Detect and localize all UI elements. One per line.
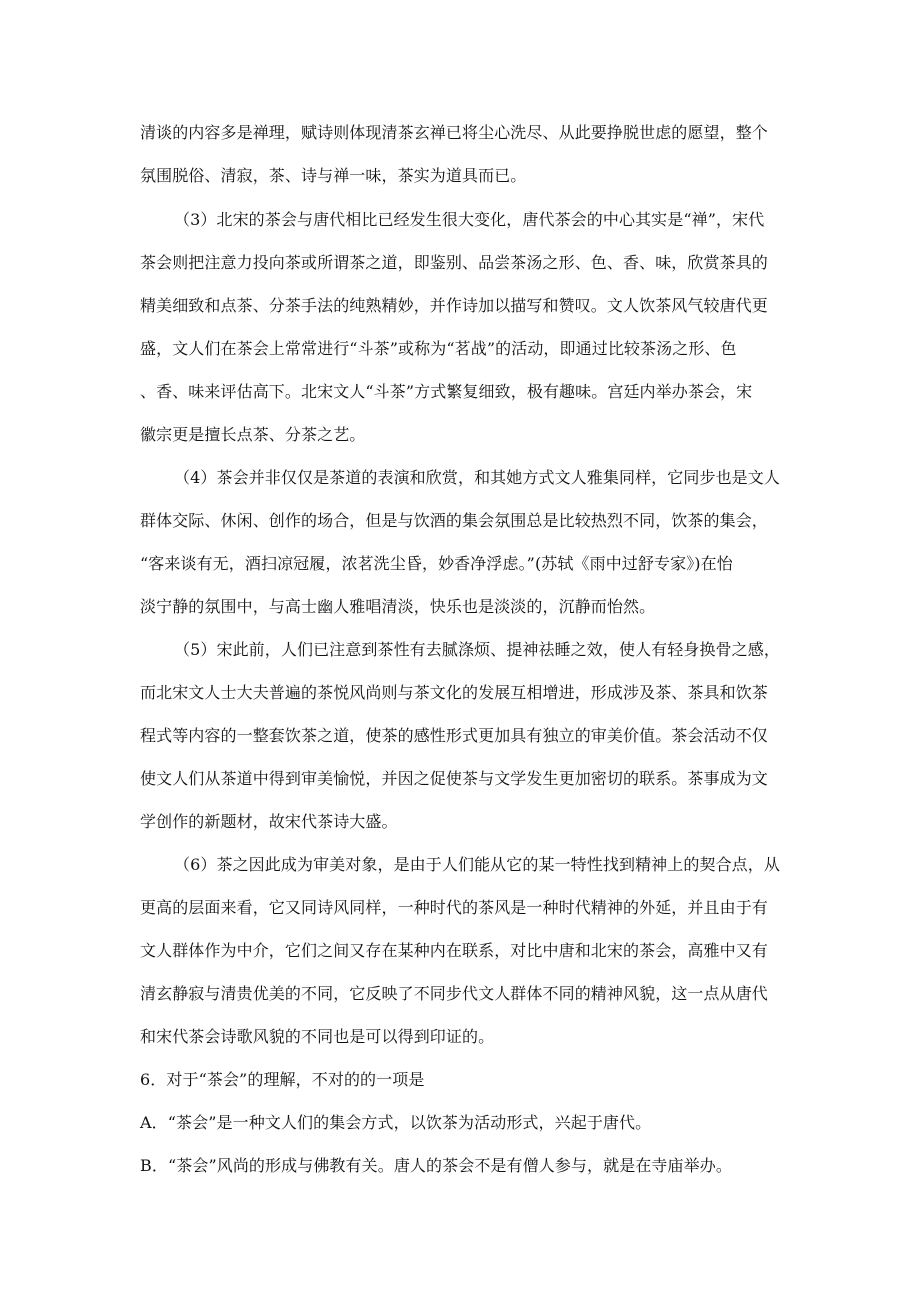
text-line: 文人群体作为中介，它们之间又存在某种内在联系，对比中唐和北宋的茶会，高雅中又有 [140, 941, 768, 960]
question-stem: 6．对于“茶会”的理解，不对的的一项是 [140, 1070, 425, 1089]
paragraph-start-line: （5）宋此前，人们已注意到茶性有去腻涤烦、提神祛睡之效，使人有轻身换骨之感， [174, 640, 780, 659]
text-line: 和宋代茶会诗歌风貌的不同也是可以得到印证的。 [140, 1027, 495, 1046]
text-line: 盛，文人们在茶会上常常进行“斗茶”或称为“茗战”的活动，即通过比较茶汤之形、色 [140, 339, 737, 358]
text-line: “客来谈有无，酒扫凉冠履，浓茗洗尘昏，妙香净浮虑。”(苏轼《雨中过舒专家》)在怡 [140, 554, 733, 573]
text-line: 学创作的新题材，故宋代茶诗大盛。 [140, 812, 398, 831]
text-line: 清谈的内容多是禅理，赋诗则体现清茶玄禅已将尘心洗尽、从此要挣脱世虑的愿望，整个 [140, 123, 768, 142]
text-line: 徽宗更是擅长点茶、分茶之艺。 [140, 425, 366, 444]
text-line: 群体交际、休闲、创作的场合，但是与饮酒的集会氛围总是比较热烈不同，饮茶的集会， [140, 511, 768, 530]
text-line: 清玄静寂与清贵优美的不同，它反映了不同步代文人群体不同的精神风貌，这一点从唐代 [140, 984, 768, 1003]
text-line: 氛围脱俗、清寂，茶、诗与禅一味，茶实为道具而已。 [140, 166, 527, 185]
paragraph-start-line: （4）茶会并非仅仅是茶道的表演和欣赏，和其她方式文人雅集同样，它同步也是文人 [174, 468, 780, 487]
text-line: 淡宁静的氛围中，与高士幽人雅唱清淡，快乐也是淡淡的，沉静而怡然。 [140, 597, 656, 616]
text-line: 而北宋文人士大夫普遍的茶悦风尚则与茶文化的发展互相增进，形成涉及茶、茶具和饮茶 [140, 683, 768, 702]
text-line: 茶会则把注意力投向茶或所谓茶之道，即鉴别、品尝茶汤之形、色、香、味，欣赏茶具的 [140, 253, 768, 272]
text-line: 更高的层面来看，它又同诗风同样，一种时代的茶风是一种时代精神的外延，并且由于有 [140, 898, 768, 917]
text-line: 程式等内容的一整套饮茶之道，使茶的感性形式更加具有独立的审美价值。茶会活动不仅 [140, 726, 768, 745]
text-line: 、香、味来评估高下。北宋文人“斗茶”方式繁复细致，极有趣味。宫廷内举办茶会，宋 [140, 382, 753, 401]
text-line: 使文人们从茶道中得到审美愉悦，并因之促使茶与文学发生更加密切的联系。茶事成为文 [140, 769, 768, 788]
text-line: 精美细致和点茶、分茶手法的纯熟精妙，并作诗加以描写和赞叹。文人饮茶风气较唐代更 [140, 296, 768, 315]
paragraph-start-line: （6）茶之因此成为审美对象，是由于人们能从它的某一特性找到精神上的契合点，从 [174, 855, 780, 874]
answer-option-a: A．“茶会”是一种文人们的集会方式，以饮茶为活动形式，兴起于唐代。 [140, 1113, 652, 1132]
answer-option-b: B．“茶会”风尚的形成与佛教有关。唐人的茶会不是有僧人参与，就是在寺庙举办。 [140, 1156, 732, 1175]
paragraph-start-line: （3）北宋的茶会与唐代相比已经发生很大变化，唐代茶会的中心其实是“禅”，宋代 [174, 210, 765, 229]
